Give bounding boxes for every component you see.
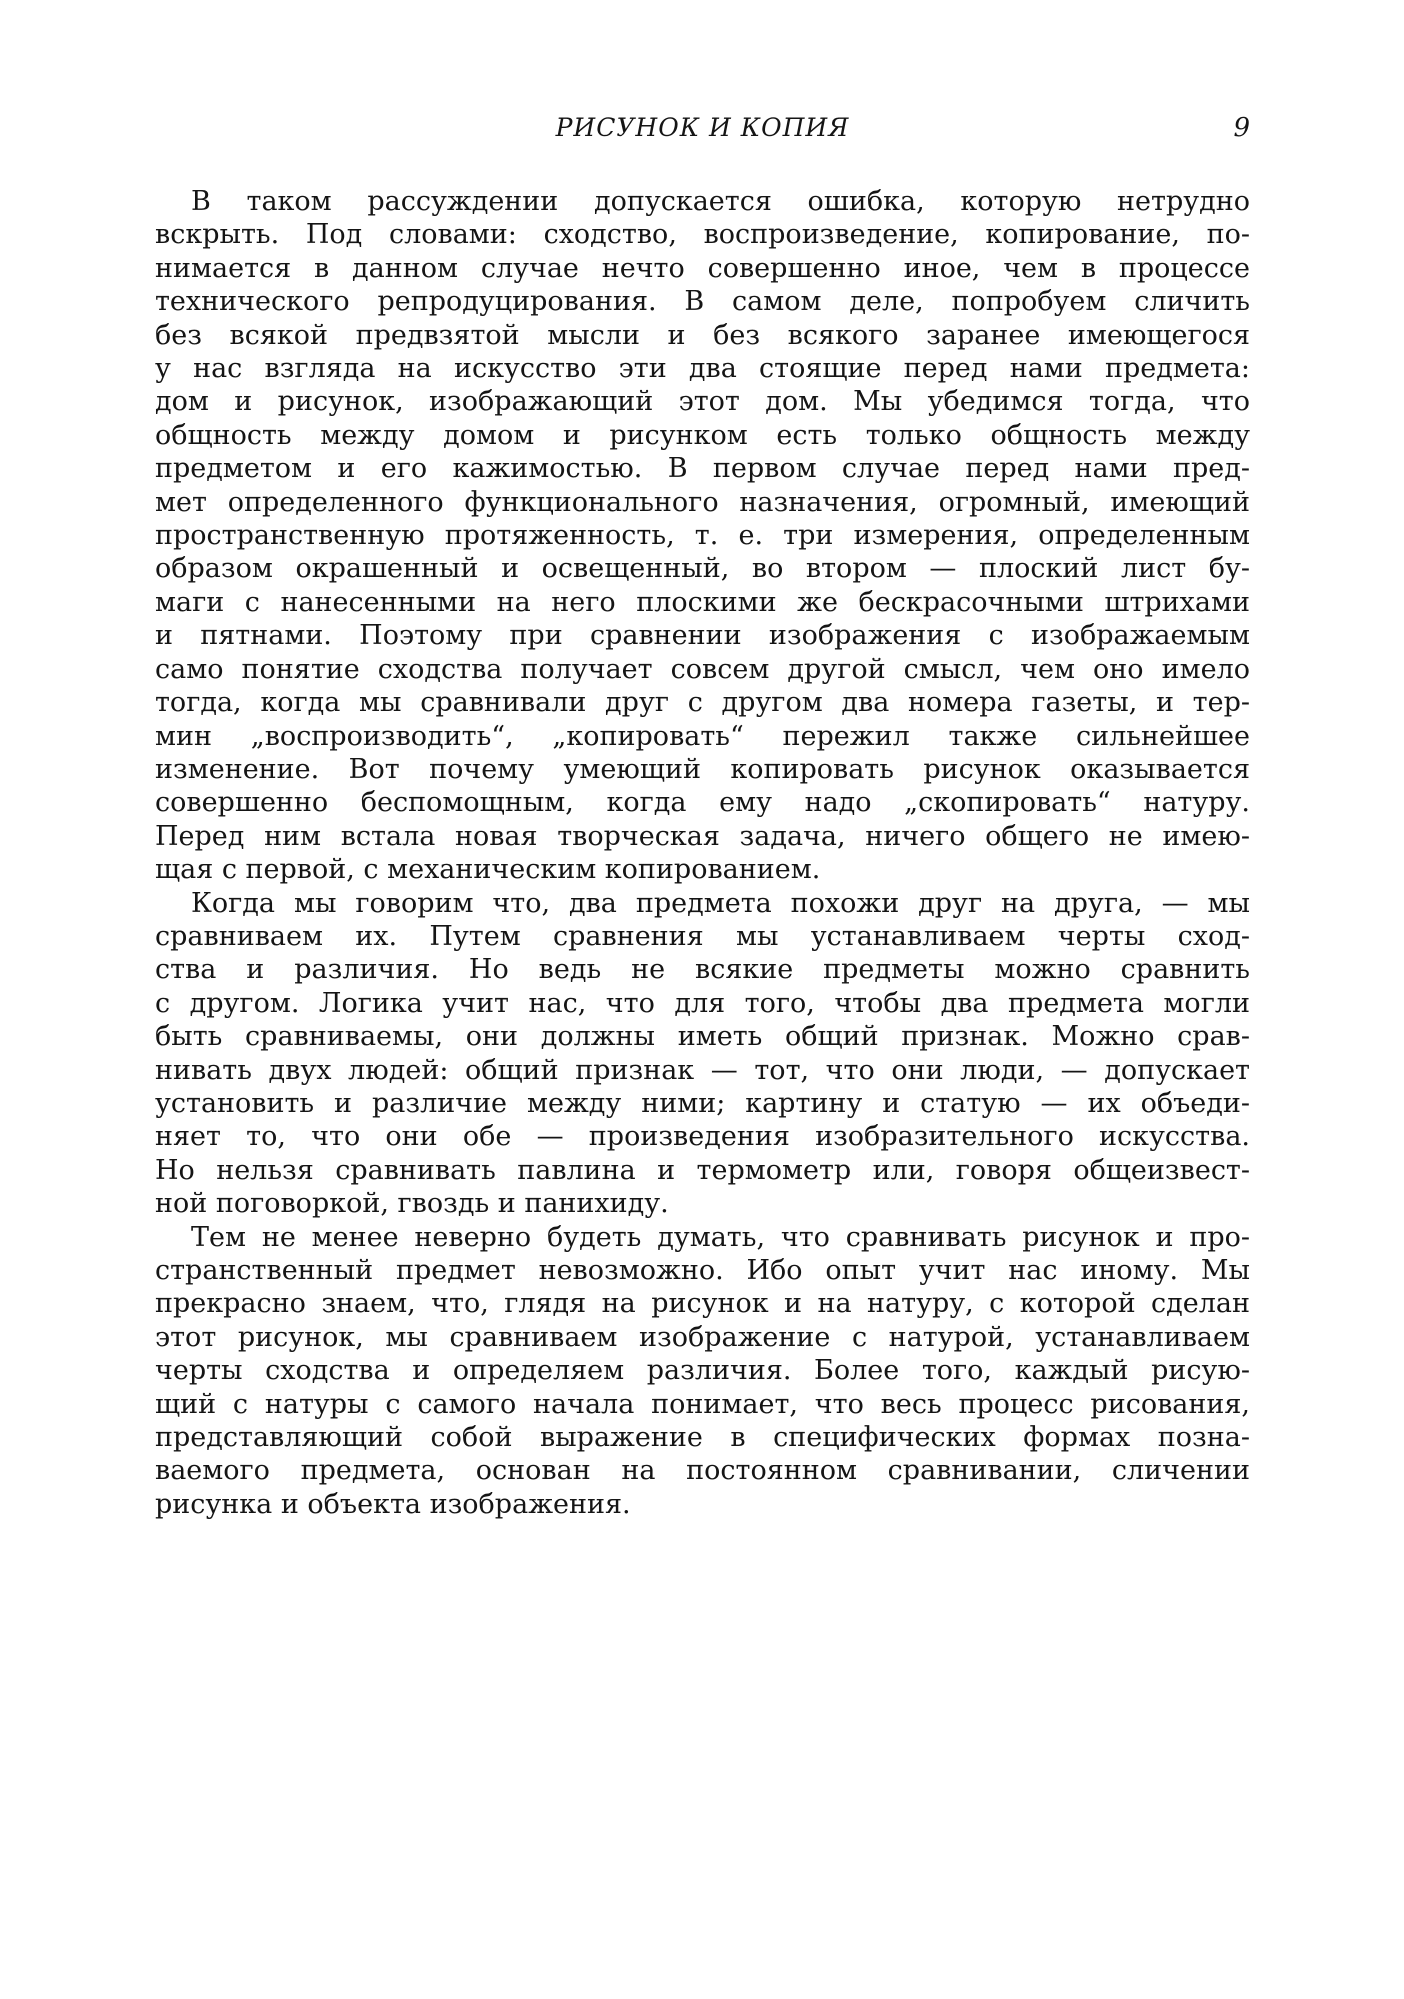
text-line: нивать двух людей: общий признак — тот, что они люди, — допускает <box>155 1054 1250 1086</box>
paragraph-2 <box>155 887 1250 1221</box>
text-line: и пятнами. Поэтому при сравнении изображения с изображаемым <box>155 620 1250 652</box>
text-line: Но нельзя сравнивать павлина и термометр или, говоря общеизвест- <box>155 1154 1250 1186</box>
text-line: странственный предмет невозможно. Ибо опыт учит нас иному. Мы <box>155 1255 1250 1286</box>
text-line: пространственную протяженность, т. е. три измерения, определенным <box>155 520 1250 552</box>
text-line: ваемого предмета, основан на постоянном сравнивании, сличении <box>155 1455 1250 1487</box>
text-line: В таком рассуждении допускается ошибка, которую нетрудно <box>191 186 1250 217</box>
text-line: Перед ним встала новая творческая задача, ничего общего не имею- <box>155 820 1250 852</box>
text-line: без всякой предвзятой мысли и без всякого заранее имеющегося <box>155 319 1250 351</box>
running-head <box>155 108 1250 148</box>
text-line: у нас взгляда на искусство эти два стоящие перед нами предмета: <box>155 353 1250 385</box>
text-line: няет то, что они обе — произведения изобразительного искусства. <box>155 1121 1250 1153</box>
text-line: прекрасно знаем, что, глядя на рисунок и на натуру, с которой сделан <box>155 1288 1250 1320</box>
body-text <box>155 185 1250 1521</box>
text-line: этот рисунок, мы сравниваем изображение с натурой, устанавливаем <box>155 1321 1250 1353</box>
text-line: черты сходства и определяем различия. Более того, каждый рисую- <box>155 1355 1250 1387</box>
text-line: маги с нанесенными на него плоскими же бескрасочными штрихами <box>155 586 1250 618</box>
running-title: РИСУНОК И КОПИЯ <box>555 113 850 142</box>
text-line: дом и рисунок, изображающий этот дом. Мы убедимся тогда, что <box>155 386 1250 418</box>
text-line: мет определенного функционального назначения, огромный, имеющий <box>155 486 1250 518</box>
text-line: общность между домом и рисунком есть только общность между <box>155 419 1250 451</box>
text-line: установить и различие между ними; картину и статую — их объеди- <box>155 1087 1250 1119</box>
text-line: представляющий собой выражение в специфических формах позна- <box>155 1422 1250 1454</box>
text-line: щий с натуры с самого начала понимает, что весь процесс рисования, <box>155 1388 1250 1420</box>
text-line: Когда мы говорим что, два предмета похожи друг на друга, — мы <box>191 887 1250 919</box>
text-line: ной поговоркой, гвоздь и панихиду. <box>155 1188 669 1220</box>
text-line: само понятие сходства получает совсем другой смысл, чем оно имело <box>155 653 1250 685</box>
text-line: изменение. Вот почему умеющий копировать рисунок оказывается <box>155 753 1250 785</box>
text-line: вскрыть. Под словами: сходство, воспроизведение, копирование, по- <box>155 219 1250 251</box>
text-line: ства и различия. Но ведь не всякие предметы можно сравнить <box>155 954 1250 986</box>
text-line: рисунка и объекта изображения. <box>155 1488 631 1520</box>
text-line: Тем не менее неверно будеть думать, что сравнивать рисунок и про- <box>191 1221 1250 1253</box>
text-line: щая с первой, с механическим копированием. <box>155 854 821 886</box>
text-line: мин „воспроизводить“, „копировать“ пережил также сильнейшее <box>155 720 1250 752</box>
text-line: совершенно беспомощным, когда ему надо „скопировать“ натуру. <box>155 787 1250 819</box>
page-number: 9 <box>1233 113 1250 143</box>
text-line: образом окрашенный и освещенный, во втором — плоский лист бу- <box>155 553 1250 585</box>
text-line: тогда, когда мы сравнивали друг с другом два номера газеты, и тер- <box>155 687 1250 719</box>
text-line: сравниваем их. Путем сравнения мы устанавливаем черты сход- <box>155 920 1250 952</box>
paragraph-1 <box>155 185 1250 887</box>
paragraph-3 <box>155 1221 1250 1522</box>
text-line: предметом и его кажимостью. В первом случае перед нами пред- <box>155 453 1250 485</box>
text-line: нимается в данном случае нечто совершенно иное, чем в процессе <box>155 252 1250 284</box>
text-line: с другом. Логика учит нас, что для того, чтобы два предмета могли <box>155 987 1250 1019</box>
text-line: быть сравниваемы, они должны иметь общий признак. Можно срав- <box>155 1021 1250 1053</box>
text-line: технического репродуцирования. В самом деле, попробуем сличить <box>155 286 1250 318</box>
